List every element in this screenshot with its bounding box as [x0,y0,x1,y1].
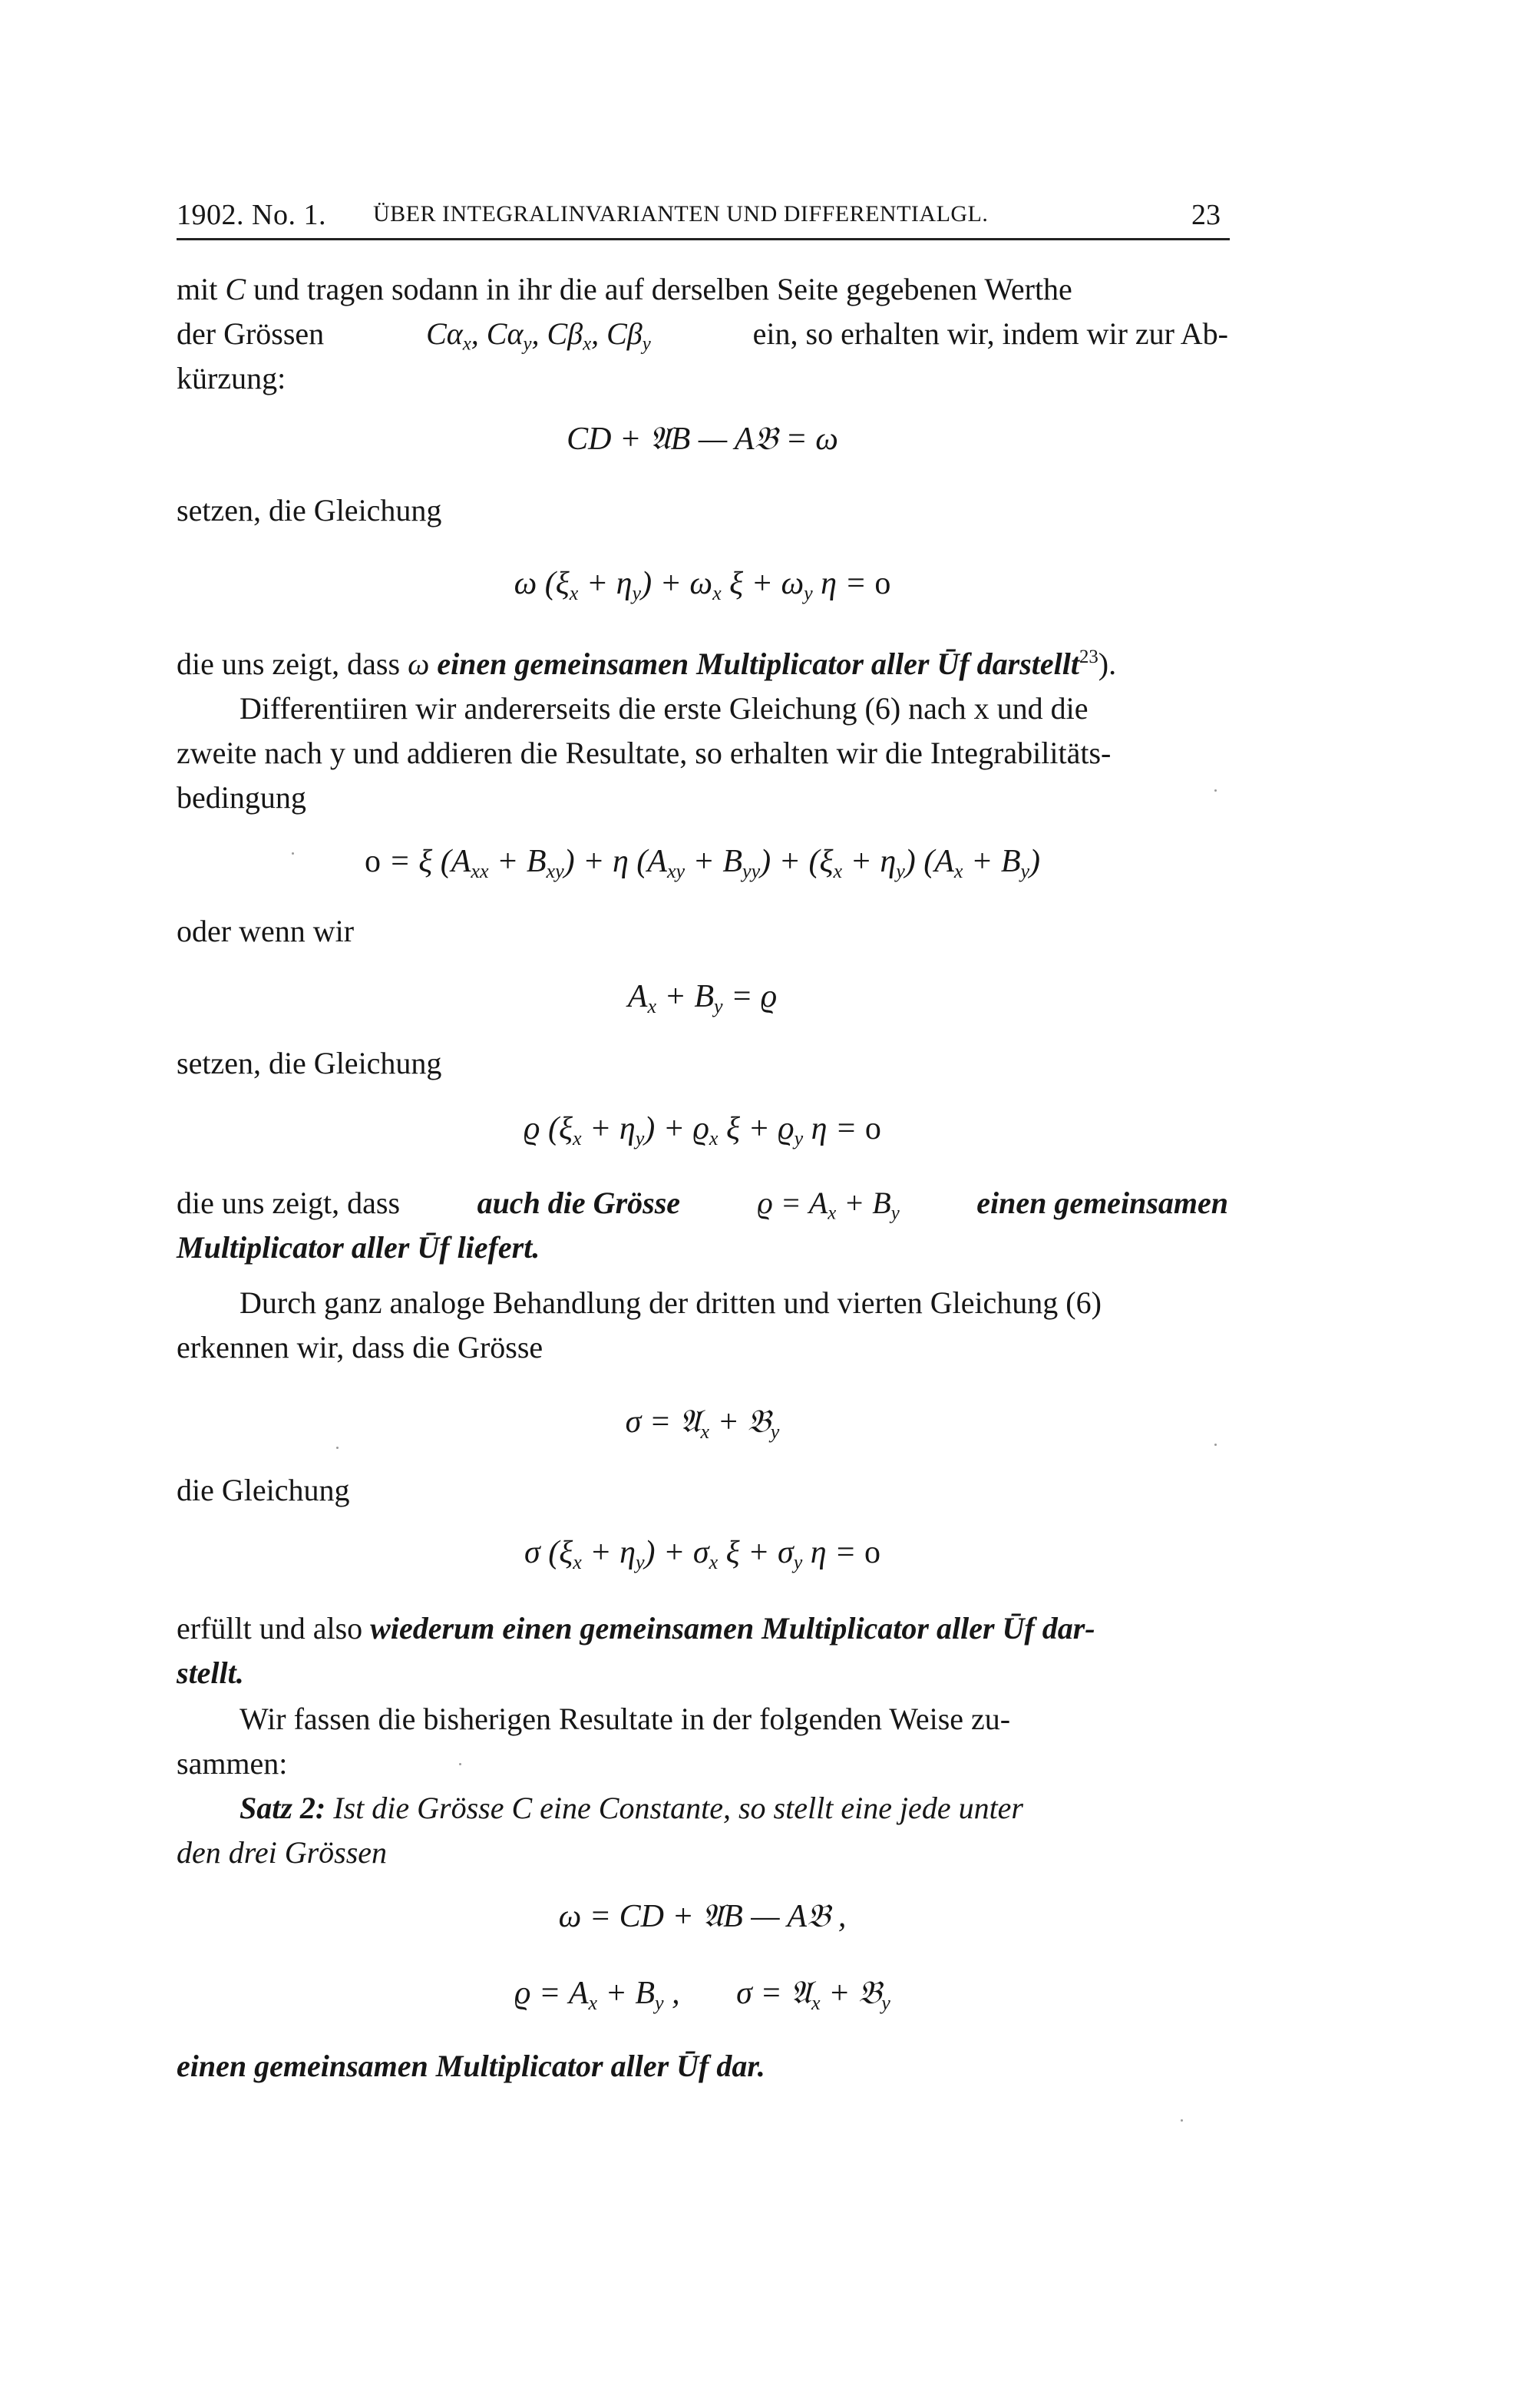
paragraph-line: erfüllt und also wiederum einen gemeinsamen Multiplicator aller Ūf dar- [177,1611,1095,1646]
scan-speck [1214,789,1217,792]
theorem-label: Satz 2: [240,1791,326,1825]
equation-omega-definition: CD + 𝔄B — A𝔅 = ω [567,422,838,457]
equation-sigma-condition: σ $(\xi_x + \eta_y) + \sigma_x$ $\xi + \sigma_y$ η = o [524,1535,880,1573]
paragraph-line: kürzung: [177,361,286,395]
running-head [177,194,1230,240]
scan-speck [292,852,294,855]
paragraph-line: erkennen wir, dass die Grösse [177,1330,543,1364]
paragraph-line: sammen: [177,1746,288,1781]
equation-rho-condition: ϱ $(\xi_x + \eta_y) + ϱ_x$ $\xi + ϱ_y$ η = o [524,1111,881,1149]
paragraph-line: der Grössen $C\alpha_x$, $C\alpha_y$, $C\beta_x$, $C\beta_y$ ein, so erhalten wir, indem wir zur Ab- [177,316,1228,355]
theorem-line: den drei Grössen [177,1835,388,1870]
equation-omega-summary: ω = CD + 𝔄B — A𝔅 , [558,1899,847,1934]
equation-integrability: o = ξ $(A_{xx} + B_{xy}) + \eta$ $(A_{xy} + B_{yy}) + (\xi_x + \eta_y) (A_x + B_y)$ [364,844,1041,882]
equation-rho-sigma-summary: $ϱ = A_x + B_y$ , σ = 𝔄$_x$ + 𝔅$_y$ [514,1976,890,2014]
paragraph-line: stellt. [177,1656,244,1690]
paragraph-line: bedingung [177,780,306,815]
equation-omega-condition: ω $(\xi_x + \eta_y) + \omega_x$ $\xi + \omega_y$ η = o [514,566,891,604]
scan-speck [1181,2119,1183,2122]
equation-rho-definition: $A_x + B_y = ϱ$ [627,979,778,1017]
theorem-line: Satz 2: Ist die Grösse C eine Constante, so stellt eine jede unter [240,1791,1023,1825]
paragraph-line: Multiplicator aller Ūf liefert. [177,1230,540,1265]
scan-speck [459,1763,461,1765]
scan-speck [1214,1444,1217,1446]
paragraph-line: die uns zeigt, dass ω einen gemeinsamen Multiplicator aller Ūf darstellt$^{23}$). [177,647,1117,681]
text-line: setzen, die Gleichung [177,493,442,528]
page-number: 23 [1191,199,1221,231]
paragraph-line: mit C und tragen sodann in ihr die auf derselben Seite gegebenen Werthe [177,272,1072,306]
equation-sigma-definition: σ = 𝔄$_x$ + 𝔅$_y$ [625,1404,780,1443]
header-title: ÜBER INTEGRALINVARIANTEN UND DIFFERENTIALGL. [373,201,989,227]
header-journal-issue: 1902. No. 1. [177,199,326,231]
text-line: setzen, die Gleichung [177,1046,442,1080]
theorem-conclusion: einen gemeinsamen Multiplicator aller Ūf dar. [177,2049,765,2083]
text-line: die Gleichung [177,1473,350,1507]
paragraph-line: zweite nach y und addieren die Resultate, so erhalten wir die Integrabilitäts- [177,736,1112,770]
paragraph-line: Durch ganz analoge Behandlung der dritten und vierten Gleichung (6) [240,1285,1102,1320]
paragraph-line: Differentiiren wir andererseits die erste Gleichung (6) nach x und die [240,691,1089,726]
text-line: oder wenn wir [177,914,355,948]
scan-speck [336,1447,339,1449]
paragraph-line: die uns zeigt, dass auch die Grösse $ϱ = A_x + B_y$ einen gemeinsamen [177,1186,1228,1224]
paragraph-line: Wir fassen die bisherigen Resultate in der folgenden Weise zu- [240,1702,1011,1736]
